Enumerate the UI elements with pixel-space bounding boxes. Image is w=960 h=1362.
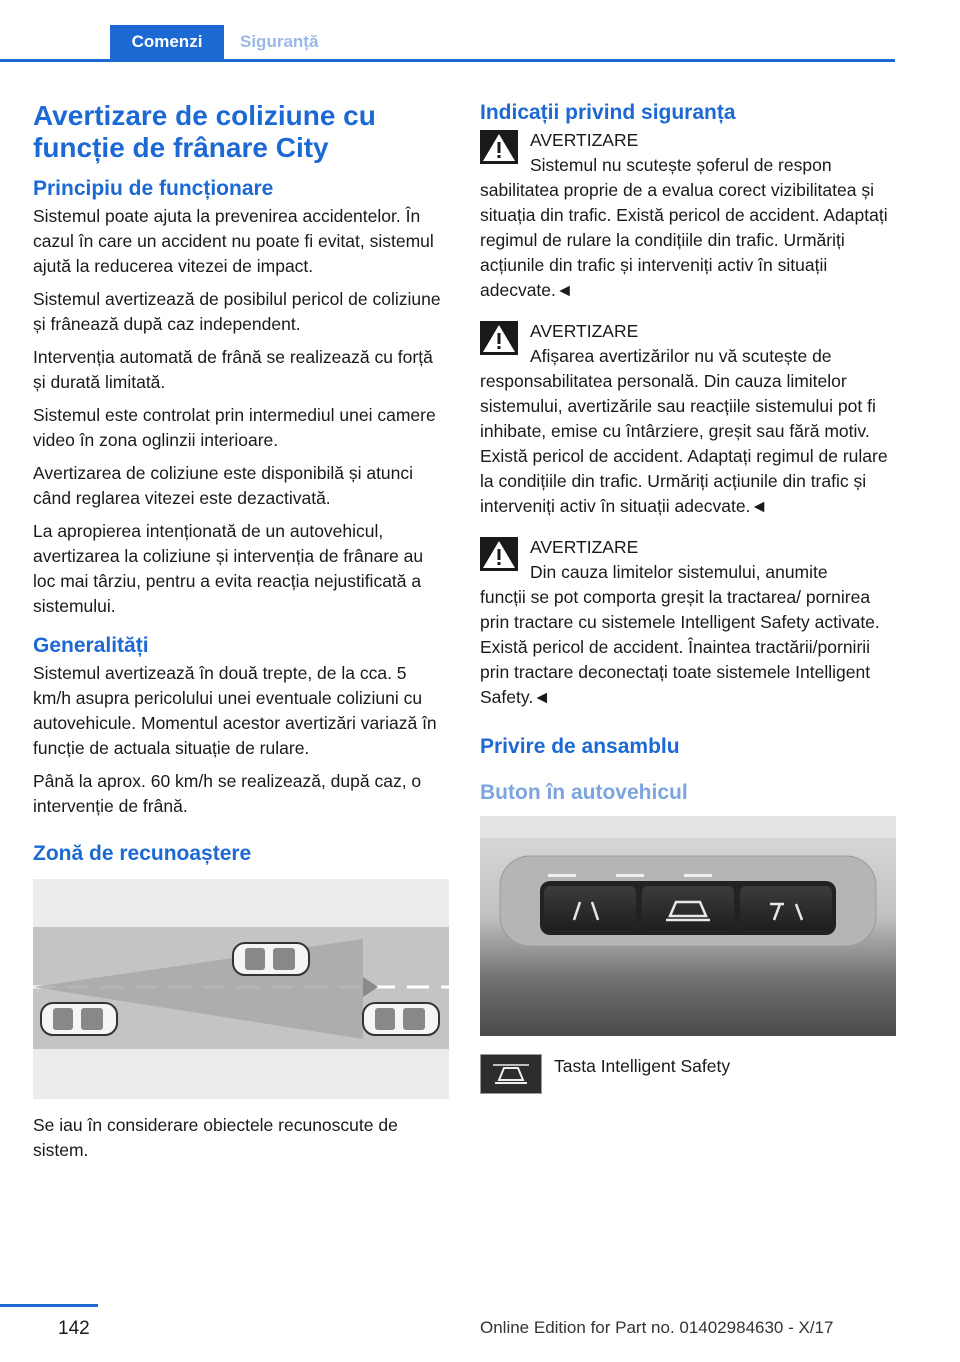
warning-triangle-icon (480, 321, 518, 355)
button-panel-svg (480, 816, 896, 1036)
warning-first-line-1: Sistemul nu scutește șoferul de respon (530, 155, 832, 175)
button-3 (740, 886, 832, 930)
legend-row (480, 1054, 896, 1094)
recognition-caption: Se iau în considerare obiectele recunoscute de sistem. (33, 1115, 398, 1160)
warning-block-1 (480, 128, 896, 303)
road-diagram-svg (33, 879, 449, 1099)
button-1 (544, 886, 636, 930)
chapter-tabbar (0, 25, 895, 62)
overview-heading: Privire de ansamblu (480, 735, 680, 758)
warning-block-3 (480, 535, 896, 710)
edition-note: Online Edition for Part no. 01402984630 - X/17 (480, 1318, 834, 1337)
principle-heading: Principiu de funcționare (33, 177, 274, 200)
warning-body-2: responsabilitatea personală. Din cauza limitelor sistemului, avertizările sau reacțiile sistemului pot fi inhibate, emise cu întârziere, greșit sau fără motiv. Există pericol de accident. Adaptați regimul de rulare la condițiile din trafic. Urmăriți acțiunile din trafic și interveniți activ în situații adecvate.◄ (480, 371, 888, 516)
right-column (480, 100, 896, 1094)
button-intelligent-safety (642, 886, 734, 930)
button-subheading: Buton în autovehicul (480, 781, 688, 804)
general-paragraph-2: Până la aprox. 60 km/h se realizează, după caz, o intervenție de frână. (33, 771, 422, 816)
button-panel-photo (480, 816, 896, 1036)
principle-paragraph-3: Intervenția automată de frână se realizează cu forță și durată limitată. (33, 347, 433, 392)
warning-title-1: AVERTIZARE (530, 130, 639, 150)
intelligent-safety-icon (480, 1054, 542, 1094)
warning-first-line-2: Afișarea avertizărilor nu vă scutește de (530, 346, 832, 366)
principle-paragraph-2: Sistemul avertizează de posibilul pericol de coliziune și frânează după caz independent. (33, 289, 441, 334)
principle-paragraph-1: Sistemul poate ajuta la prevenirea accidentelor. În cazul în care un accident nu poate fi evitat, sistemul ajută la reducerea vitezei de impact. (33, 206, 434, 276)
left-column (33, 100, 449, 1171)
safety-heading: Indicații privind siguranța (480, 101, 736, 124)
principle-paragraph-6: La apropierea intenționată de un autovehicul, avertizarea la coliziune și intervenția de frânare au loc mai târziu, pentru a evita reacția nejustificată a sistemului. (33, 521, 424, 616)
warning-body-3: funcții se pot comporta greșit la tractarea/ pornirea prin tractare cu sistemele Intelligent Safety activate. Există pericol de accident. Înaintea tractării/pornirii prin tractare deconectați toate sistemele Intelligent Safety.◄ (480, 587, 880, 707)
car-left-icon (41, 1003, 117, 1035)
recognition-zone-diagram (33, 879, 449, 1099)
warning-triangle-icon (480, 130, 518, 164)
warning-block-2 (480, 319, 896, 519)
warning-body-1: sabilitatea proprie de a evalua corect vizibilitatea și situația din trafic. Există pericol de accident. Adaptați regimul de rulare la condițiile din trafic. Urmăriți acțiunile din trafic și interveniți activ în situații adecvate.◄ (480, 180, 888, 300)
page-title: Avertizare de coliziune cu funcție de frânare City (33, 100, 376, 163)
recognition-heading: Zonă de recunoaștere (33, 842, 252, 865)
general-heading: Generalități (33, 634, 149, 657)
legend-text: Tasta Intelligent Safety (554, 1056, 731, 1076)
principle-paragraph-4: Sistemul este controlat prin intermediul unei camere video în zona oglinzii interioare. (33, 405, 436, 450)
warning-title-2: AVERTIZARE (530, 321, 639, 341)
tab-siguranta[interactable]: Siguranță (240, 32, 319, 51)
general-paragraph-1: Sistemul avertizează în două trepte, de la cca. 5 km/h asupra pericolului unei eventuale coliziuni cu autovehicule. Momentul acestor avertizări variază în funcție de actuala situație de rulare. (33, 663, 437, 758)
page-number: 142 (58, 1318, 90, 1339)
warning-first-line-3: Din cauza limitelor sistemului, anumite (530, 562, 828, 582)
warning-title-3: AVERTIZARE (530, 537, 639, 557)
own-car-icon (363, 1003, 439, 1035)
warning-triangle-icon (480, 537, 518, 571)
tab-comenzi[interactable]: Comenzi (110, 25, 224, 59)
car-ahead-icon (233, 943, 309, 975)
principle-paragraph-5: Avertizarea de coliziune este disponibilă și atunci când reglarea vitezei este dezactivată. (33, 463, 414, 508)
footer-line (0, 1304, 98, 1307)
